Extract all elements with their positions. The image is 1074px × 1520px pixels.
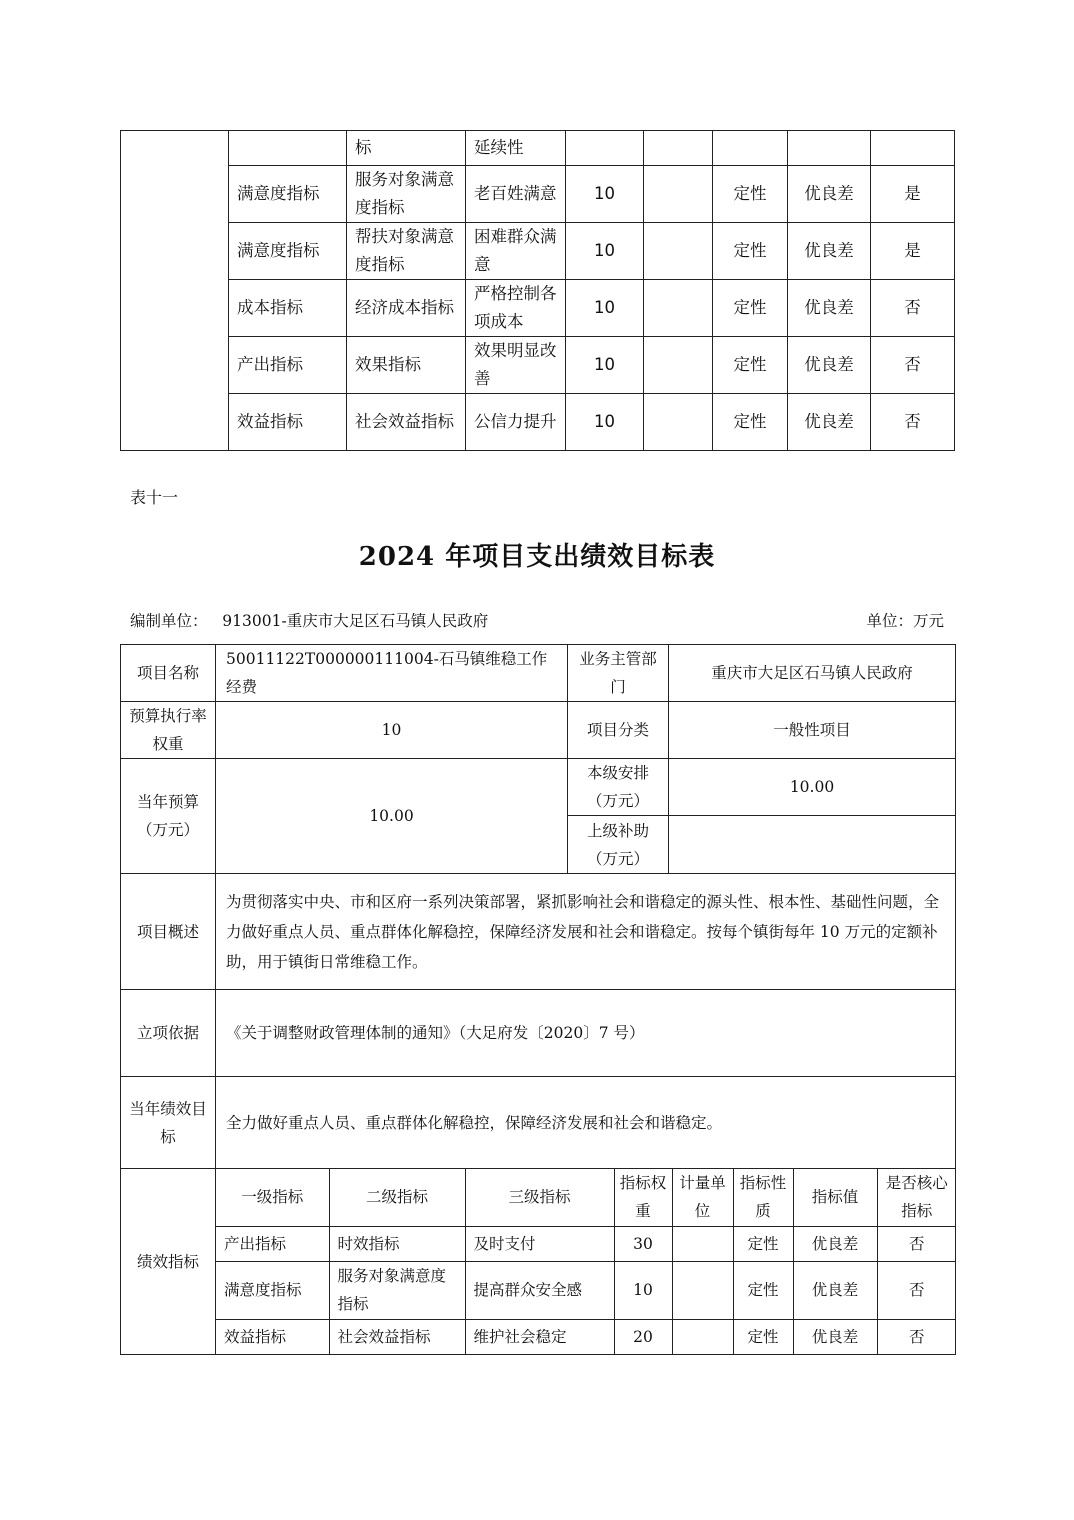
perf-header-nature: 指标性质 [733,1169,793,1226]
indicator-nature: 定性 [713,280,788,337]
perf-row-weight: 30 [614,1226,672,1261]
budget-value: 10.00 [216,759,568,874]
perf-indicator-table [216,1169,956,1354]
indicator-nature: 定性 [713,394,788,451]
organization-line: 编制单位： 913001-重庆市大足区石马镇人民政府 [130,612,489,630]
perf-header-l1: 一级指标 [216,1169,329,1226]
indicator-weight: 10 [566,166,644,223]
table-number: 表十一 [130,488,179,507]
indicator-nature [713,131,788,166]
perf-row-unit [672,1226,733,1261]
perf-row-l1: 效益指标 [216,1319,329,1354]
perf-header-l2: 二级指标 [329,1169,465,1226]
indicator-unit [644,280,713,337]
project-name-label: 项目名称 [121,645,216,702]
indicator-l2: 社会效益指标 [347,394,466,451]
perf-row-l3: 及时支付 [465,1226,614,1261]
indicator-l1: 满意度指标 [229,166,347,223]
exec-weight-value: 10 [216,702,568,759]
local-budget-value: 10.00 [669,759,956,816]
exec-weight-label: 预算执行率权重 [121,702,216,759]
basis-label: 立项依据 [121,990,216,1077]
indicator-value: 优良差 [788,394,871,451]
budget-label: 当年预算（万元） [121,759,216,874]
indicator-l2: 帮扶对象满意度指标 [347,223,466,280]
indicator-l2: 效果指标 [347,337,466,394]
indicator-value [788,131,871,166]
merged-label-cell [121,131,229,451]
indicator-l1 [229,131,347,166]
perf-row-nature: 定性 [733,1226,793,1261]
perf-row-weight: 10 [614,1261,672,1319]
indicator-value: 优良差 [788,337,871,394]
perf-row-l2: 社会效益指标 [329,1319,465,1354]
perf-row-l2: 时效指标 [329,1226,465,1261]
indicator-unit [644,166,713,223]
perf-row-value: 优良差 [793,1319,877,1354]
dept-label: 业务主管部门 [568,645,669,702]
indicator-nature: 定性 [713,223,788,280]
indicator-l1: 成本指标 [229,280,347,337]
overview-label: 项目概述 [121,874,216,990]
perf-row-core: 否 [877,1261,956,1319]
basis-text: 《关于调整财政管理体制的通知》（大足府发〔2020〕7 号） [216,990,956,1077]
indicator-l3: 严格控制各项成本 [466,280,566,337]
indicator-l1: 产出指标 [229,337,347,394]
performance-target-table [120,644,956,1355]
perf-header-value: 指标值 [793,1169,877,1226]
perf-row-nature: 定性 [733,1261,793,1319]
goal-label: 当年绩效目标 [121,1077,216,1169]
indicator-l3: 老百姓满意 [466,166,566,223]
perf-row-l2: 服务对象满意度指标 [329,1261,465,1319]
indicator-value: 优良差 [788,166,871,223]
indicator-l1: 满意度指标 [229,223,347,280]
perf-header-l3: 三级指标 [465,1169,614,1226]
perf-header-core: 是否核心指标 [877,1169,956,1226]
indicator-unit [644,131,713,166]
page-title: 2024 年项目支出绩效目标表 [358,542,716,572]
dept-value: 重庆市大足区石马镇人民政府 [669,645,956,702]
indicator-unit [644,394,713,451]
indicator-nature: 定性 [713,166,788,223]
indicator-core: 否 [871,280,955,337]
overview-text: 为贯彻落实中央、市和区府一系列决策部署，紧抓影响社会和谐稳定的源头性、根本性、基础性问题，全力做好重点人员、重点群体化解稳控，保障经济发展和社会和谐稳定。按每个镇街每年 10 万元的定额补助，用于镇街日常维稳工作。 [216,874,956,990]
indicator-l3: 效果明显改善 [466,337,566,394]
category-value: 一般性项目 [669,702,956,759]
indicator-weight: 10 [566,223,644,280]
continued-indicator-table [120,130,955,451]
indicator-core: 否 [871,337,955,394]
indicator-nature: 定性 [713,337,788,394]
perf-row-core: 否 [877,1319,956,1354]
indicator-value: 优良差 [788,223,871,280]
perf-row-unit [672,1261,733,1319]
goal-text: 全力做好重点人员、重点群体化解稳控，保障经济发展和社会和谐稳定。 [216,1077,956,1169]
perf-row-core: 否 [877,1226,956,1261]
perf-header-weight: 指标权重 [614,1169,672,1226]
indicator-weight: 10 [566,280,644,337]
indicator-core: 否 [871,394,955,451]
perf-row-nature: 定性 [733,1319,793,1354]
currency-unit: 单位：万元 [866,612,944,630]
perf-row-weight: 20 [614,1319,672,1354]
upper-subsidy-label: 上级补助（万元） [568,816,669,874]
perf-row-unit [672,1319,733,1354]
indicator-l1: 效益指标 [229,394,347,451]
indicator-weight: 10 [566,394,644,451]
indicator-l3: 延续性 [466,131,566,166]
perf-row-l1: 满意度指标 [216,1261,329,1319]
perf-row-value: 优良差 [793,1261,877,1319]
project-name-value: 50011122T000000111004-石马镇维稳工作经费 [216,645,568,702]
indicator-value: 优良差 [788,280,871,337]
perf-row-value: 优良差 [793,1226,877,1261]
perf-indicator-label: 绩效指标 [121,1169,216,1355]
indicator-l2: 标 [347,131,466,166]
category-label: 项目分类 [568,702,669,759]
indicator-core: 是 [871,166,955,223]
perf-row-l3: 维护社会稳定 [465,1319,614,1354]
perf-row-l1: 产出指标 [216,1226,329,1261]
indicator-weight [566,131,644,166]
indicator-l2: 经济成本指标 [347,280,466,337]
indicator-l3: 困难群众满意 [466,223,566,280]
local-budget-label: 本级安排（万元） [568,759,669,816]
indicator-unit [644,337,713,394]
indicator-l2: 服务对象满意度指标 [347,166,466,223]
perf-indicator-container [216,1169,956,1355]
indicator-core [871,131,955,166]
indicator-core: 是 [871,223,955,280]
indicator-unit [644,223,713,280]
perf-row-l3: 提高群众安全感 [465,1261,614,1319]
indicator-l3: 公信力提升 [466,394,566,451]
indicator-weight: 10 [566,337,644,394]
upper-subsidy-value [669,816,956,874]
perf-header-unit: 计量单位 [672,1169,733,1226]
